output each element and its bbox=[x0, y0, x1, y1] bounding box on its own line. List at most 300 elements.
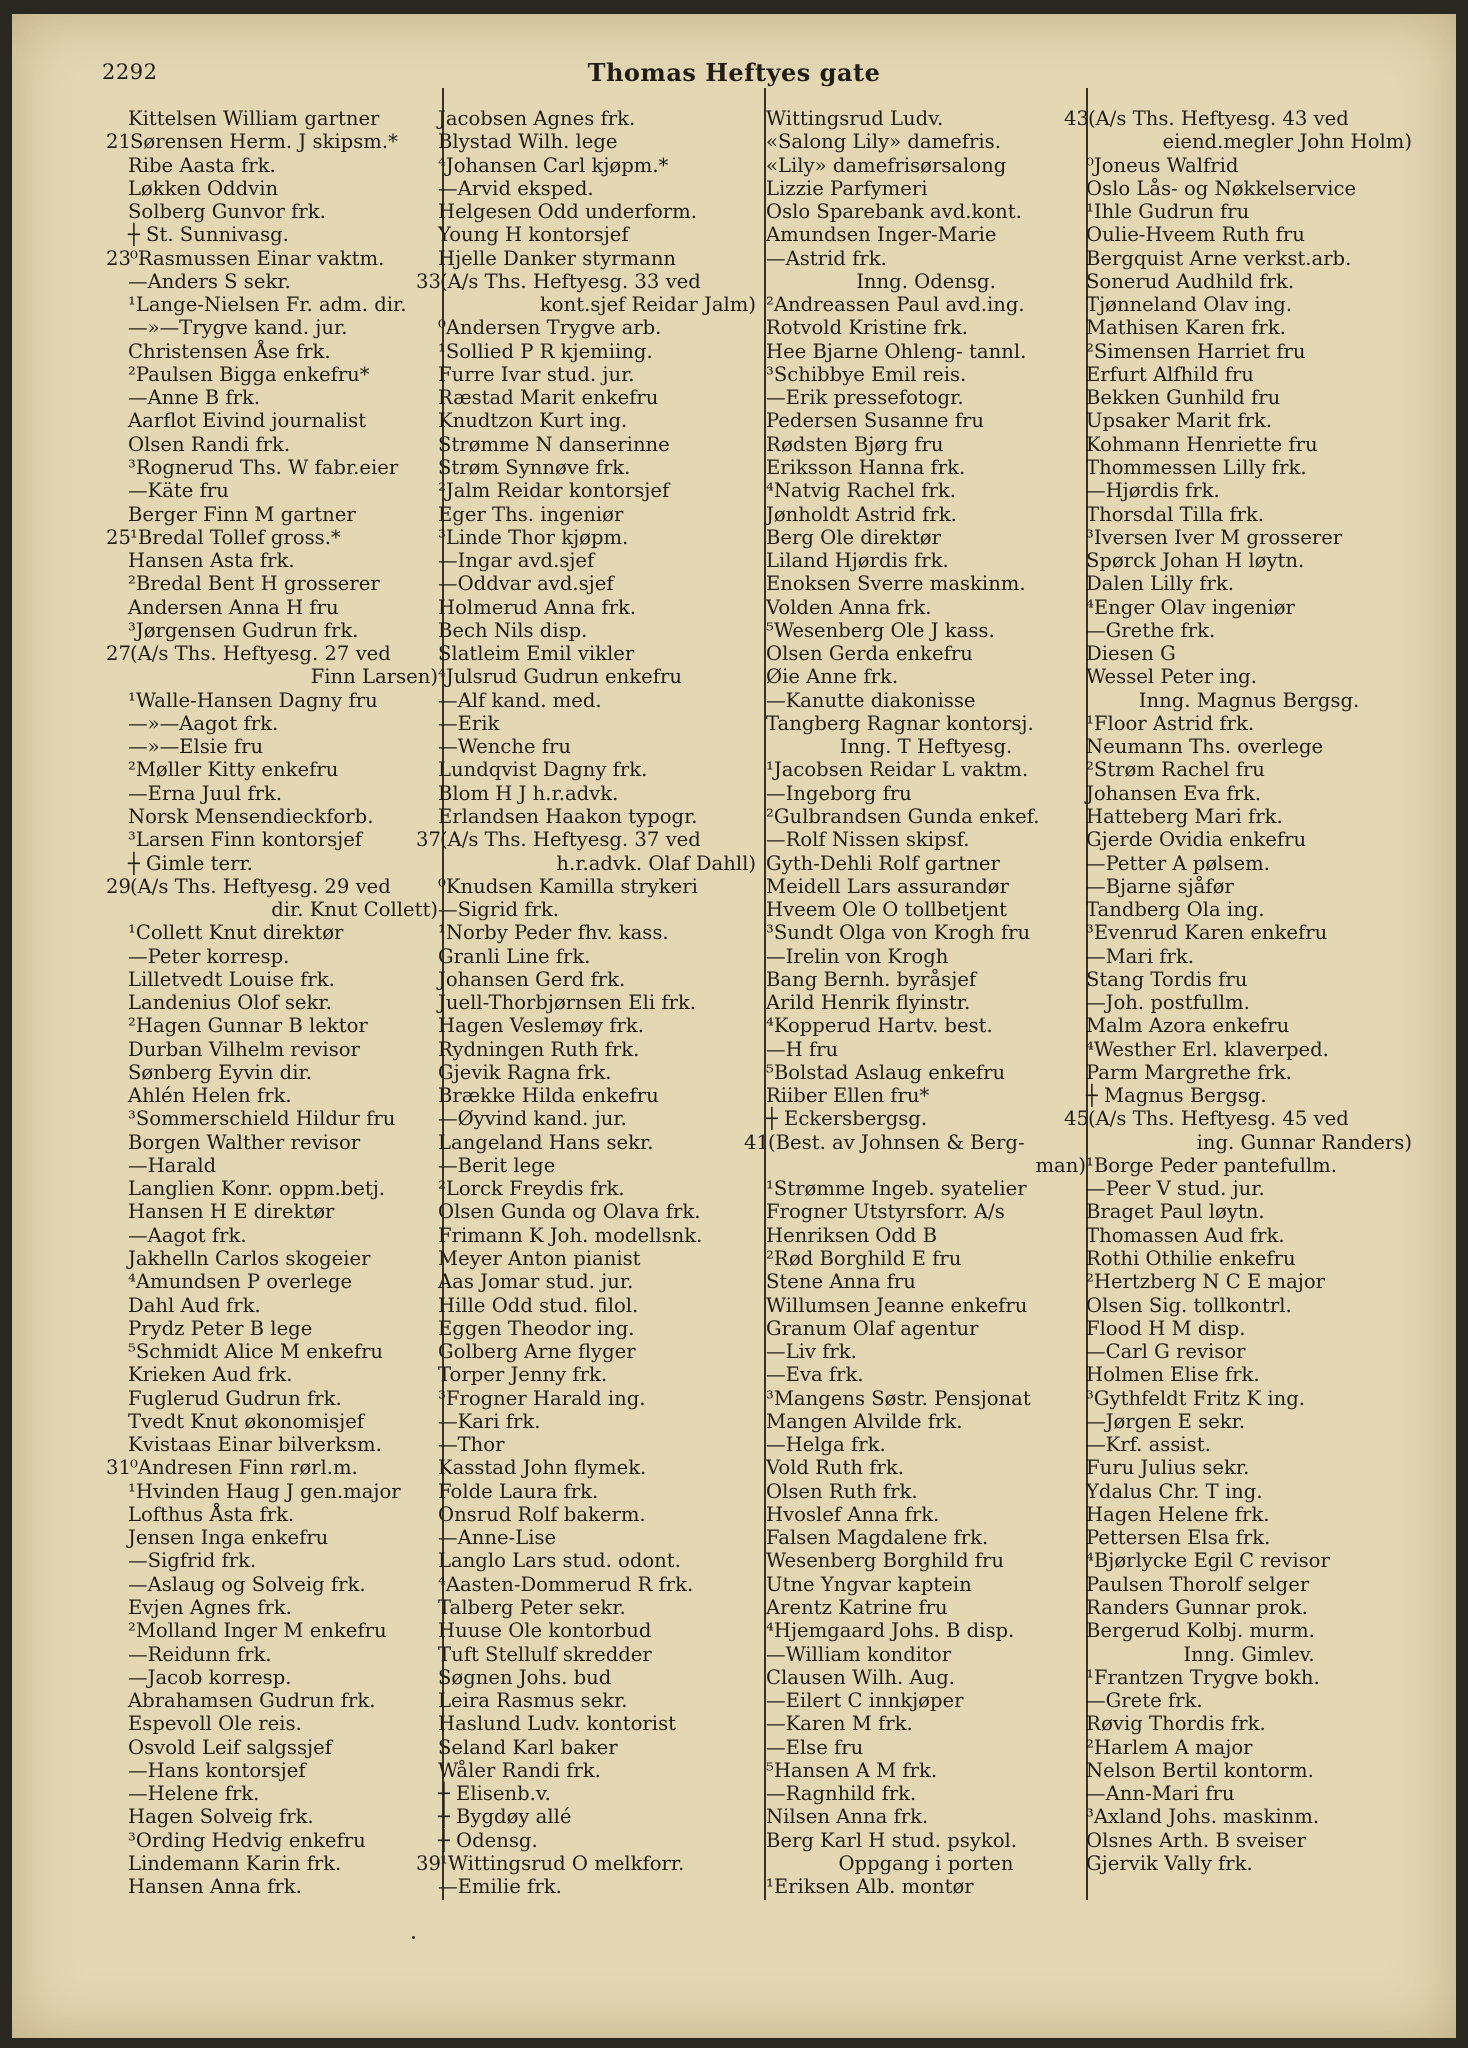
directory-entry bbox=[766, 1480, 1086, 1503]
directory-entry bbox=[1086, 386, 1412, 409]
directory-entry bbox=[766, 177, 1086, 200]
directory-entry bbox=[1086, 1410, 1412, 1433]
directory-entry bbox=[128, 1643, 438, 1666]
entry-text: —Erik bbox=[438, 711, 500, 735]
entry-text: ³Schibbye Emil reis. bbox=[766, 362, 967, 386]
directory-entry bbox=[128, 549, 438, 572]
entry-text: «Salong Lily» damefris. bbox=[766, 130, 1001, 154]
directory-entry bbox=[128, 852, 438, 875]
entry-text: —Reidunn frk. bbox=[128, 1642, 272, 1666]
directory-entry bbox=[1086, 1177, 1412, 1200]
entry-text: (A/s Ths. Heftyesg. 37 ved bbox=[440, 828, 701, 852]
directory-entry bbox=[766, 875, 1086, 898]
entry-text: ¹Lange-Nielsen Fr. adm. dir. bbox=[128, 293, 407, 317]
directory-entry bbox=[1064, 1107, 1412, 1131]
entry-text: Lilletvedt Louise frk. bbox=[128, 967, 335, 991]
entry-text: —Arvid eksped. bbox=[438, 176, 594, 200]
entry-text: Ahlén Helen frk. bbox=[128, 1084, 292, 1108]
entry-text: Espevoll Ole reis. bbox=[128, 1712, 302, 1736]
entry-text: ⁴Julsrud Gudrun enkefru bbox=[438, 665, 682, 689]
directory-entry bbox=[438, 200, 756, 223]
directory-entry bbox=[1086, 1340, 1412, 1363]
entry-text: ²Rød Borghild E fru bbox=[766, 1247, 962, 1271]
entry-text: —Hans kontorsjef bbox=[128, 1758, 306, 1782]
directory-entry bbox=[1086, 247, 1412, 270]
entry-text: Jakhelln Carlos skogeier bbox=[128, 1247, 371, 1271]
directory-entry bbox=[766, 689, 1086, 712]
entry-text: Langlien Konr. oppm.betj. bbox=[128, 1177, 386, 1201]
directory-entry bbox=[766, 1363, 1086, 1386]
directory-entry bbox=[438, 572, 756, 595]
entry-text: Andersen Anna H fru bbox=[128, 595, 339, 619]
entry-text: Aas Jomar stud. jur. bbox=[438, 1270, 634, 1294]
directory-entry bbox=[766, 1712, 1086, 1735]
entry-text: Prydz Peter B lege bbox=[128, 1316, 313, 1340]
entry-text: —Astrid frk. bbox=[766, 246, 887, 270]
entry-text: Nilsen Anna frk. bbox=[766, 1805, 929, 1829]
directory-entry bbox=[766, 735, 1086, 758]
entry-text: —Anne B frk. bbox=[128, 386, 261, 410]
entry-text: ¹Strømme Ingeb. syatelier bbox=[766, 1177, 1027, 1201]
entry-text: Fuglerud Gudrun frk. bbox=[128, 1386, 342, 1410]
directory-entry bbox=[766, 1456, 1086, 1479]
entry-text: —H fru bbox=[766, 1037, 839, 1061]
entry-text: Meyer Anton pianist bbox=[438, 1247, 641, 1271]
entry-text: —Anne-Lise bbox=[438, 1526, 557, 1550]
entry-text: Clausen Wilh. Aug. bbox=[766, 1665, 956, 1689]
directory-entry bbox=[766, 758, 1086, 781]
directory-entry bbox=[128, 991, 438, 1014]
directory-entry bbox=[766, 1294, 1086, 1317]
entry-text: Stene Anna fru bbox=[766, 1270, 916, 1294]
entry-text: ²Lorck Freydis frk. bbox=[438, 1177, 625, 1201]
entry-text: Bergquist Arne verkst.arb. bbox=[1086, 246, 1352, 270]
directory-entry bbox=[1086, 1549, 1412, 1572]
entry-text: ¹Eriksen Alb. montør bbox=[766, 1875, 974, 1899]
directory-entry bbox=[1086, 1759, 1412, 1782]
directory-entry bbox=[438, 921, 756, 944]
directory-entry bbox=[1086, 200, 1412, 223]
directory-entry bbox=[438, 1270, 756, 1293]
directory-entry bbox=[766, 642, 1086, 665]
house-number: 37 bbox=[416, 828, 441, 852]
directory-entry bbox=[128, 340, 438, 363]
directory-entry bbox=[1086, 130, 1412, 153]
entry-text: Thomassen Aud frk. bbox=[1086, 1223, 1285, 1247]
entry-text: ⁴Natvig Rachel frk. bbox=[766, 479, 956, 503]
entry-text: Ræstad Marit enkefru bbox=[438, 386, 659, 410]
directory-entry bbox=[766, 503, 1086, 526]
entry-text: Leira Rasmus sekr. bbox=[438, 1689, 628, 1713]
entry-text: Holmen Elise frk. bbox=[1086, 1363, 1260, 1387]
entry-text: ³Jørgensen Gudrun frk. bbox=[128, 618, 359, 642]
entry-text: Johansen Eva frk. bbox=[1086, 781, 1262, 805]
directory-entry bbox=[128, 1270, 438, 1293]
entry-text: ²Gulbrandsen Gunda enkef. bbox=[766, 804, 1040, 828]
entry-text: Granli Line frk. bbox=[438, 944, 591, 968]
entry-text: ⁴Johansen Carl kjøpm.* bbox=[438, 153, 669, 177]
directory-entry bbox=[1086, 1689, 1412, 1712]
entry-text: Røvig Thordis frk. bbox=[1086, 1712, 1266, 1736]
entry-text: Holmerud Anna frk. bbox=[438, 595, 637, 619]
directory-entry bbox=[128, 1433, 438, 1456]
directory-entry bbox=[128, 1851, 441, 1875]
entry-text: —Sigrid frk. bbox=[438, 898, 559, 922]
directory-entry bbox=[1086, 1829, 1412, 1852]
entry-text: ³Mangens Søstr. Pensjonat bbox=[766, 1386, 1031, 1410]
directory-entry bbox=[766, 1317, 1086, 1340]
entry-text: ²Bredal Bent H grosserer bbox=[128, 572, 380, 596]
directory-entry bbox=[766, 1643, 1086, 1666]
entry-text: Oppgang i porten bbox=[838, 1851, 1014, 1875]
directory-entry bbox=[438, 1410, 756, 1433]
directory-entry bbox=[438, 1061, 756, 1084]
entry-text: —Grete frk. bbox=[1086, 1689, 1203, 1713]
entry-text: Christensen Åse frk. bbox=[128, 339, 331, 363]
entry-text: Vold Ruth frk. bbox=[766, 1456, 904, 1480]
directory-entry bbox=[128, 1107, 438, 1130]
entry-text: Wessel Peter ing. bbox=[1086, 665, 1257, 689]
entry-text: Olsen Sig. tollkontrl. bbox=[1086, 1293, 1292, 1317]
entry-text: ¹Bredal Tollef gross.* bbox=[130, 525, 341, 549]
entry-text: —Helga frk. bbox=[766, 1433, 886, 1457]
directory-entry bbox=[766, 1038, 1086, 1061]
directory-entry bbox=[438, 1503, 756, 1526]
entry-text: Kvistaas Einar bilverksm. bbox=[128, 1433, 382, 1457]
entry-text: —Krf. assist. bbox=[1086, 1433, 1211, 1457]
entry-text: Frimann K Joh. modellsnk. bbox=[438, 1223, 703, 1247]
directory-entry bbox=[1086, 875, 1412, 898]
entry-text: Mangen Alvilde frk. bbox=[766, 1409, 963, 1433]
entry-text: —Eilert C innkjøper bbox=[766, 1689, 964, 1713]
directory-entry bbox=[128, 1596, 438, 1619]
entry-text: Norsk Mensendieckforb. bbox=[128, 804, 374, 828]
directory-entry bbox=[1086, 1387, 1412, 1410]
directory-entry bbox=[438, 991, 756, 1014]
entry-text: Kittelsen William gartner bbox=[128, 107, 380, 130]
directory-entry bbox=[128, 1317, 438, 1340]
directory-entry bbox=[1086, 712, 1412, 735]
entry-text: ¹Norby Peder fhv. kass. bbox=[438, 921, 669, 945]
directory-column-2 bbox=[416, 107, 756, 1899]
entry-text: ⁵Bolstad Aslaug enkefru bbox=[766, 1060, 1006, 1084]
directory-entry bbox=[766, 1200, 1086, 1223]
entry-text: Erlandsen Haakon typogr. bbox=[438, 804, 698, 828]
entry-text: eiend.megler John Holm) bbox=[1162, 130, 1412, 154]
directory-entry bbox=[766, 526, 1086, 549]
entry-text: Furre Ivar stud. jur. bbox=[438, 362, 635, 386]
directory-entry bbox=[766, 1387, 1086, 1410]
entry-text: Onsrud Rolf bakerm. bbox=[438, 1502, 646, 1526]
entry-text: —»—Aagot frk. bbox=[128, 711, 279, 735]
entry-text: ³Axland Johs. maskinm. bbox=[1086, 1805, 1320, 1829]
entry-text: —Joh. postfullm. bbox=[1086, 991, 1250, 1015]
directory-entry bbox=[766, 1829, 1086, 1852]
directory-entry bbox=[438, 1689, 756, 1712]
entry-text: —Ragnhild frk. bbox=[766, 1782, 917, 1806]
directory-entry bbox=[128, 1875, 438, 1898]
entry-text: Løkken Oddvin bbox=[128, 176, 279, 200]
directory-entry bbox=[1086, 433, 1412, 456]
entry-text: Abrahamsen Gudrun frk. bbox=[128, 1689, 376, 1713]
directory-entry bbox=[766, 1433, 1086, 1456]
entry-text: —Jacob korresp. bbox=[128, 1665, 292, 1689]
directory-entry bbox=[766, 549, 1086, 572]
entry-text: Søgnen Johs. bud bbox=[438, 1665, 612, 1689]
entry-text: Hatteberg Mari frk. bbox=[1086, 804, 1283, 828]
entry-text: ¹Frantzen Trygve bokh. bbox=[1086, 1665, 1320, 1689]
directory-entry bbox=[438, 665, 756, 688]
entry-text: —Erna Juul frk. bbox=[128, 781, 283, 805]
directory-entry bbox=[1086, 1433, 1412, 1456]
entry-text: Durban Vilhelm revisor bbox=[128, 1037, 360, 1061]
entry-text: ³Larsen Finn kontorsjef bbox=[128, 828, 363, 852]
entry-text: —Hjørdis frk. bbox=[1086, 479, 1220, 503]
entry-text: Solberg Gunvor frk. bbox=[128, 200, 326, 224]
directory-entry bbox=[1086, 1480, 1412, 1503]
directory-entry bbox=[438, 1829, 756, 1852]
directory-entry bbox=[438, 433, 756, 456]
entry-text: Falsen Magdalene frk. bbox=[766, 1526, 989, 1550]
directory-entry bbox=[106, 642, 438, 666]
entry-text: —Else fru bbox=[766, 1735, 864, 1759]
entry-text: Blom H J h.r.advk. bbox=[438, 781, 619, 805]
entry-text: Arentz Katrine fru bbox=[766, 1596, 948, 1619]
directory-entry bbox=[766, 154, 1086, 177]
directory-entry bbox=[766, 433, 1086, 456]
directory-entry bbox=[766, 1852, 1086, 1875]
directory-entry bbox=[1086, 1736, 1412, 1759]
directory-entry bbox=[438, 1712, 756, 1735]
directory-entry bbox=[128, 898, 438, 921]
directory-entry bbox=[1086, 1503, 1412, 1526]
entry-text: ³Linde Thor kjøpm. bbox=[438, 525, 629, 549]
entry-text: ²Strøm Rachel fru bbox=[1086, 758, 1265, 782]
house-number: 43 bbox=[1064, 107, 1089, 130]
directory-entry bbox=[438, 875, 756, 898]
entry-text: ¹Hvinden Haug J gen.major bbox=[128, 1479, 401, 1503]
directory-entry bbox=[438, 782, 756, 805]
entry-text: Evjen Agnes frk. bbox=[128, 1596, 292, 1619]
directory-entry bbox=[766, 945, 1086, 968]
directory-entry bbox=[128, 945, 438, 968]
entry-text: Bekken Gunhild fru bbox=[1086, 386, 1281, 410]
entry-text: Hjelle Danker styrmann bbox=[438, 246, 677, 270]
directory-entry bbox=[1086, 1061, 1412, 1084]
directory-entry bbox=[438, 1736, 756, 1759]
directory-entry bbox=[766, 293, 1086, 316]
directory-entry bbox=[438, 526, 756, 549]
entry-text: ²Simensen Harriet fru bbox=[1086, 339, 1306, 363]
entry-text: Dahl Aud frk. bbox=[128, 1293, 261, 1317]
entry-text: ⁴Aasten-Dommerud R frk. bbox=[438, 1572, 694, 1596]
entry-text: Haslund Ludv. kontorist bbox=[438, 1712, 676, 1736]
directory-entry bbox=[128, 712, 438, 735]
house-number: 25 bbox=[106, 525, 131, 549]
entry-text: ²Molland Inger M enkefru bbox=[128, 1619, 387, 1643]
entry-text: ³Rognerud Ths. W fabr.eier bbox=[128, 455, 399, 479]
directory-entry bbox=[766, 1154, 1086, 1177]
directory-entry bbox=[1086, 479, 1412, 502]
entry-text: —Liv frk. bbox=[766, 1340, 857, 1364]
directory-entry bbox=[438, 409, 756, 432]
entry-text: Thorsdal Tilla frk. bbox=[1086, 502, 1265, 526]
entry-text: —Thor bbox=[438, 1433, 505, 1457]
directory-entry bbox=[128, 1084, 438, 1107]
directory-entry bbox=[128, 223, 438, 246]
entry-text: Thommessen Lilly frk. bbox=[1086, 455, 1307, 479]
directory-entry bbox=[766, 1340, 1086, 1363]
entry-text: Rødsten Bjørg fru bbox=[766, 432, 944, 456]
entry-text: —Anders S sekr. bbox=[128, 269, 291, 293]
entry-text: Tvedt Knut økonomisjef bbox=[128, 1409, 365, 1433]
directory-entry bbox=[766, 1759, 1086, 1782]
entry-text: ┼ Odensg. bbox=[438, 1828, 538, 1852]
directory-entry bbox=[766, 1410, 1086, 1433]
entry-text: —Bjarne sjåfør bbox=[1086, 874, 1234, 898]
entry-text: Olsnes Arth. B sveiser bbox=[1086, 1828, 1306, 1852]
directory-entry bbox=[106, 246, 438, 270]
entry-text: Bang Bernh. byråsjef bbox=[766, 967, 977, 991]
directory-entry bbox=[438, 1526, 756, 1549]
directory-entry bbox=[128, 572, 438, 595]
directory-entry bbox=[766, 1596, 1086, 1619]
entry-text: Rotvold Kristine frk. bbox=[766, 316, 968, 340]
directory-entry bbox=[128, 200, 438, 223]
entry-text: Ribe Aasta frk. bbox=[128, 153, 276, 177]
entry-text: Krieken Aud frk. bbox=[128, 1363, 293, 1387]
directory-entry bbox=[438, 1340, 756, 1363]
directory-entry bbox=[438, 1014, 756, 1037]
directory-entry bbox=[1086, 642, 1412, 665]
entry-text: Oslo Lås- og Nøkkelservice bbox=[1086, 176, 1357, 200]
entry-text: ⁰Knudsen Kamilla strykeri bbox=[438, 874, 698, 898]
entry-text: Juell-Thorbjørnsen Eli frk. bbox=[438, 991, 697, 1015]
directory-entry bbox=[766, 1666, 1086, 1689]
directory-entry bbox=[438, 503, 756, 526]
entry-text: Arild Henrik flyinstr. bbox=[766, 991, 971, 1015]
entry-text: ⁰Rasmussen Einar vaktm. bbox=[130, 246, 385, 270]
directory-entry bbox=[438, 1107, 756, 1130]
entry-text: Torper Jenny frk. bbox=[438, 1363, 608, 1387]
entry-text: ²Hertzberg N C E major bbox=[1086, 1270, 1325, 1294]
directory-entry bbox=[438, 1154, 756, 1177]
entry-text: Olsen Gunda og Olava frk. bbox=[438, 1200, 701, 1224]
directory-entry bbox=[1086, 689, 1412, 712]
entry-text: Hagen Helene frk. bbox=[1086, 1502, 1270, 1526]
directory-entry bbox=[438, 1247, 756, 1270]
directory-entry bbox=[1086, 270, 1412, 293]
directory-entry bbox=[438, 1294, 756, 1317]
entry-text: Hille Odd stud. filol. bbox=[438, 1293, 639, 1317]
directory-entry bbox=[128, 1294, 438, 1317]
directory-entry bbox=[766, 1619, 1086, 1642]
entry-text: —Erik pressefotogr. bbox=[766, 386, 964, 410]
directory-entry bbox=[438, 1317, 756, 1340]
entry-text: ⁴Bjørlycke Egil C revisor bbox=[1086, 1549, 1330, 1573]
directory-entry bbox=[106, 874, 438, 898]
directory-entry bbox=[1086, 223, 1412, 246]
entry-text: Inng. Magnus Bergsg. bbox=[1138, 688, 1360, 712]
entry-text: —Jørgen E sekr. bbox=[1086, 1409, 1246, 1433]
directory-entry bbox=[128, 596, 438, 619]
house-number: 21 bbox=[106, 130, 131, 154]
directory-entry bbox=[744, 1130, 1086, 1154]
directory-entry bbox=[766, 1736, 1086, 1759]
print-speck bbox=[412, 1936, 415, 1939]
directory-entry bbox=[106, 1456, 438, 1480]
entry-text: —Ingar avd.sjef bbox=[438, 549, 595, 573]
directory-entry bbox=[128, 1829, 438, 1852]
entry-text: Berg Karl H stud. psykol. bbox=[766, 1828, 1018, 1852]
entry-text: Eriksson Hanna frk. bbox=[766, 455, 966, 479]
entry-text: ³Evenrud Karen enkefru bbox=[1086, 921, 1328, 945]
directory-entry bbox=[766, 852, 1086, 875]
entry-text: Malm Azora enkefru bbox=[1086, 1014, 1290, 1038]
entry-text: —Peer V stud. jur. bbox=[1086, 1177, 1265, 1201]
directory-entry bbox=[438, 363, 756, 386]
directory-entry bbox=[1086, 1294, 1412, 1317]
entry-text: Folde Laura frk. bbox=[438, 1479, 599, 1503]
directory-entry bbox=[438, 1433, 756, 1456]
entry-text: ⁴Westher Erl. klaverped. bbox=[1086, 1037, 1329, 1061]
entry-text: Langlo Lars stud. odont. bbox=[438, 1549, 681, 1573]
directory-entry bbox=[128, 1363, 438, 1386]
entry-text: Sonerud Audhild frk. bbox=[1086, 269, 1295, 293]
directory-entry bbox=[128, 665, 438, 688]
entry-text: —Rolf Nissen skipsf. bbox=[766, 828, 970, 852]
directory-entry bbox=[128, 1526, 438, 1549]
directory-entry bbox=[1086, 1038, 1412, 1061]
entry-text: ¹Borge Peder pantefullm. bbox=[1086, 1153, 1337, 1177]
directory-entry bbox=[128, 154, 438, 177]
entry-text: Hee Bjarne Ohleng- tannl. bbox=[766, 339, 1027, 363]
entry-text: —Helene frk. bbox=[128, 1782, 260, 1806]
directory-entry bbox=[1086, 735, 1412, 758]
directory-entry bbox=[1086, 503, 1412, 526]
directory-entry bbox=[766, 1503, 1086, 1526]
directory-entry bbox=[766, 1247, 1086, 1270]
directory-entry bbox=[1086, 316, 1412, 339]
directory-entry bbox=[438, 642, 756, 665]
directory-entry bbox=[128, 386, 438, 409]
entry-text: Gjervik Vally frk. bbox=[1086, 1851, 1253, 1875]
directory-entry bbox=[438, 1805, 756, 1828]
directory-entry bbox=[438, 1596, 756, 1619]
directory-entry bbox=[438, 293, 756, 316]
directory-entry bbox=[1086, 526, 1412, 549]
directory-entry bbox=[128, 363, 438, 386]
entry-text: Jønholdt Astrid frk. bbox=[766, 502, 957, 526]
house-number: 29 bbox=[106, 874, 131, 898]
entry-text: ⁴Hjemgaard Johs. B disp. bbox=[766, 1619, 1015, 1643]
entry-text: Huuse Ole kontorbud bbox=[438, 1619, 652, 1643]
directory-entry bbox=[128, 1014, 438, 1037]
directory-entry bbox=[128, 1410, 438, 1433]
directory-entry bbox=[766, 712, 1086, 735]
directory-entry bbox=[766, 991, 1086, 1014]
entry-text: ¹Wittingsrud O melkforr. bbox=[440, 1851, 685, 1875]
directory-entry bbox=[1086, 945, 1412, 968]
directory-entry bbox=[1086, 1712, 1412, 1735]
directory-entry bbox=[438, 316, 756, 339]
entry-text: —Wenche fru bbox=[438, 735, 572, 759]
directory-entry bbox=[438, 596, 756, 619]
directory-entry bbox=[766, 968, 1086, 991]
directory-entry bbox=[1086, 1084, 1412, 1107]
entry-text: Hagen Solveig frk. bbox=[128, 1805, 314, 1829]
entry-text: Diesen G bbox=[1086, 642, 1176, 666]
